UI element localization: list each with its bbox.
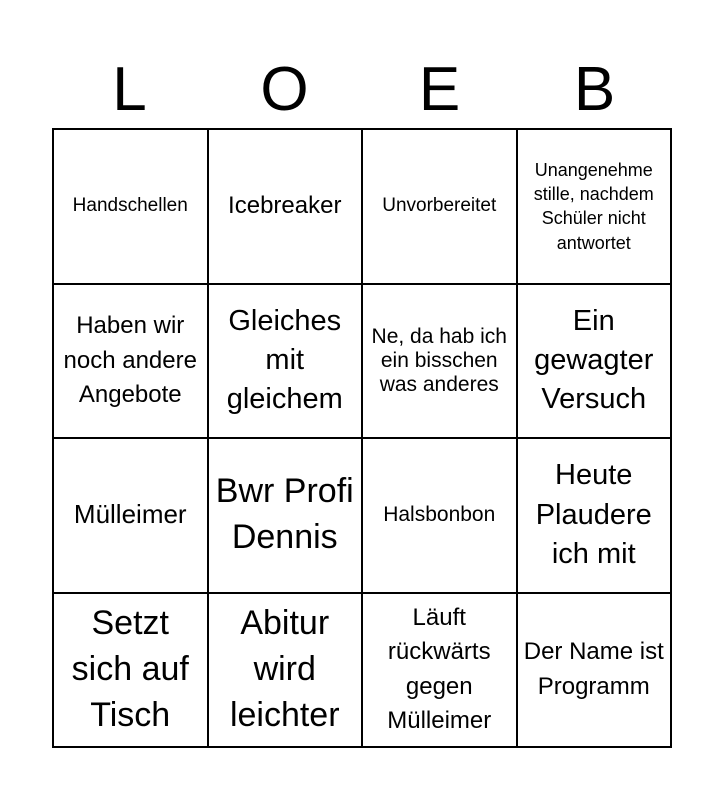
cell-label: Abitur wird leichter — [229, 603, 340, 734]
cell-label: Läuft rückwärts gegen Mülleimer — [387, 604, 492, 735]
bingo-cell[interactable] — [363, 439, 518, 594]
bingo-cell[interactable] — [209, 130, 364, 285]
bingo-cell[interactable] — [518, 594, 673, 749]
cell-label: Setzt sich auf Tisch — [71, 603, 189, 734]
header-letter-l: L — [112, 55, 147, 124]
cell-label: Unvorbereitet — [382, 195, 497, 217]
header-letter-b: B — [573, 55, 616, 124]
bingo-cell[interactable] — [54, 594, 209, 749]
cell-label: Halsbonbon — [383, 503, 496, 527]
bingo-cell[interactable] — [363, 285, 518, 440]
bingo-cell[interactable] — [518, 285, 673, 440]
bingo-cell[interactable] — [209, 594, 364, 749]
bingo-cell[interactable] — [518, 130, 673, 285]
bingo-cell[interactable] — [54, 130, 209, 285]
cell-label: Ein gewagter Versuch — [534, 304, 654, 416]
cell-label: Handschellen — [72, 195, 188, 217]
bingo-cell[interactable] — [209, 439, 364, 594]
cell-label: Ne, da hab ich ein bisschen was anderes — [371, 324, 507, 396]
cell-label: Mülleimer — [73, 499, 187, 530]
cell-label: Der Name ist Programm — [523, 638, 664, 700]
bingo-cell[interactable] — [54, 439, 209, 594]
bingo-cell[interactable] — [209, 285, 364, 440]
cell-label: Gleiches mit gleichem — [226, 304, 343, 416]
bingo-header — [52, 52, 672, 128]
bingo-cell[interactable] — [363, 594, 518, 749]
bingo-cell[interactable] — [363, 130, 518, 285]
bingo-cell[interactable] — [54, 285, 209, 440]
cell-label: Heute Plaudere ich mit — [535, 459, 652, 570]
header-letter-e: E — [418, 55, 461, 124]
cell-label: Icebreaker — [228, 192, 342, 220]
header-letter-o: O — [260, 55, 309, 124]
bingo-cell[interactable] — [518, 439, 673, 594]
cell-label: Haben wir noch andere Angebote — [63, 312, 197, 408]
bingo-card-grid — [52, 128, 672, 748]
cell-label: Unangenehme stille, nachdem Schüler nicht antwortet — [533, 159, 654, 253]
cell-label: Bwr Profi Dennis — [215, 472, 354, 557]
